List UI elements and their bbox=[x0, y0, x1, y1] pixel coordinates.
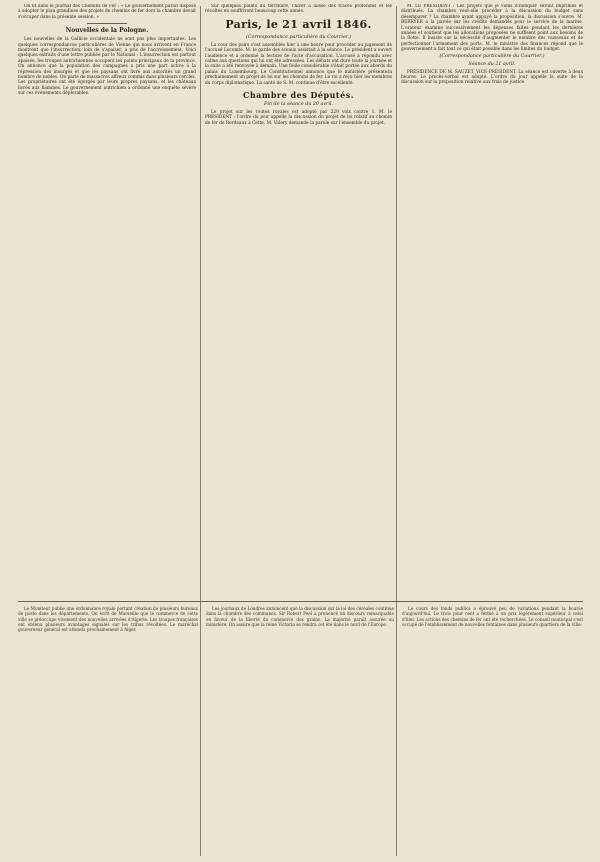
seance-subheading: Séance du 21 avril. bbox=[468, 61, 516, 67]
footer-text: Le Moniteur publie une ordonnance royale portant création de plusieurs bureaux de poste dans les départements. On écrit de Marseille que le commerce de cette ville se préoccupe vivement des nouvelles arrivées d'Algérie. Les troupes françaises ont obtenu plusieurs avantages signalés sur les tribus révoltées. Le maréchal gouverneur général est attendu prochainement à Alger. bbox=[18, 606, 198, 633]
article-body: La cour des pairs s'est assemblée hier à une heure pour procéder au jugement de l'accusé Lecomte. M. le garde des sceaux assistait à la séance. Le président a ouvert l'audience et a ordonné la lecture de l'acte d'accusation. L'accusé a répondu avec calme aux questions qui lui ont été adressées. Les débats ont duré toute la journée et la suite a été renvoyée à demain. Une foule considérable s'était portée aux abords du palais du Luxembourg. Le Constitutionnel annonce que le ministère présentera prochainement un projet de loi sur les chemins de fer. Le roi a reçu hier les membres du corps diplomatique. La santé de S. M. continue d'être excellente. bbox=[205, 42, 392, 86]
section-heading-chambre: Chambre des Députés. bbox=[243, 90, 354, 101]
article-body: PRÉSIDENCE DE M. SAUZET, VICE-PRÉSIDENT. La séance est ouverte à deux heures. Le procès-verbal est adopté. L'ordre du jour appelle la suite de la discussion sur la proposition relative aux frais de justice. bbox=[401, 69, 583, 86]
correspondance-note: (Correspondance particulière du Courrier.) bbox=[439, 53, 545, 59]
footer-text: Les journaux de Londres annoncent que la discussion sur la loi des céréales continue dans la chambre des communes. Sir Robert Peel a prononcé un discours remarquable en faveur de la liberté du commerce des grains. La majorité paraît assurée au ministère. On assure que la reine Victoria se rendra cet été dans le nord de l'Europe. bbox=[206, 606, 394, 627]
footer-column-middle bbox=[206, 606, 394, 858]
footer-column-right bbox=[402, 606, 583, 858]
article-body: Les nouvelles de la Gallicie occidentale ne sont pas plus importantes. Les quelques correspondances particulières de Vienne qui nous arrivent en France montrent que l'insurrection, loin de s'apaiser, a pris de l'accroissement. Voici quelques extraits d'une lettre publiée par le National : L'insurrection est partout apaisée, les troupes autrichiennes occupent les points principaux de la province. On annonce que la population des campagnes a pris une part active à la répression des insurgés et que les paysans ont livré aux autorités un grand nombre de nobles. On parle de massacres affreux commis dans plusieurs cercles. Les propriétaires ont été égorgés par leurs propres paysans, et les châteaux livrés aux flammes. Le gouvernement autrichien a ordonné une enquête sévère sur ces événements déplorables. bbox=[18, 37, 196, 97]
footer-text: Le cours des fonds publics a éprouvé peu de variations pendant la bourse d'aujourd'hui. Le trois pour cent a fermé à un prix légèrement supérieur à celui d'hier. Les actions des chemins de fer ont été recherchées. Le conseil municipal s'est occupé de l'établissement de nouvelles fontaines dans plusieurs quartiers de la ville. bbox=[402, 606, 583, 627]
feuilleton-section bbox=[18, 606, 583, 858]
lead-paragraph: Sur quelques points du territoire, l'hiver a laissé des traces profondes et les récoltes en souffriront beaucoup cette année. bbox=[205, 4, 392, 15]
intro-paragraph: On lit dans le Journal des Chemins de Fer : « Le gouvernement paraît disposé à adopter le plan grandiose des projets de chemins de fer dont la chambre devait s'occuper dans la présente session. » bbox=[18, 4, 196, 20]
seance-subheading: Fin de la séance du 20 avril. bbox=[264, 102, 333, 108]
article-body: Le projet sur les routes royales est adopté par 229 voix contre 1. M. le PRÉSIDENT : l'ordre du jour appelle la discussion du projet de loi relatif au chemin de fer de Bordeaux à Cette. M. Valery demande la parole sur l'ensemble du projet. bbox=[205, 110, 392, 126]
footer-column-left bbox=[18, 606, 198, 858]
separator bbox=[87, 23, 127, 24]
section-heading-poland: Nouvelles de la Pologne. bbox=[65, 27, 149, 35]
horizontal-rule bbox=[18, 601, 583, 602]
correspondance-note: (Correspondance particulière du Courrier.) bbox=[246, 34, 351, 40]
article-body: M. LE PRÉSIDENT : Les projets que je viens d'indiquer seront imprimés et distribués. La chambre veut-elle procéder à la discussion du budget sans désemparer ? La chambre ayant appuyé la proposition, la discussion s'ouvre. M. BERRYER a la parole sur les crédits demandés pour le service de la marine. L'orateur examine successivement les dépenses faites pendant les dernières années et soutient que les allocations proposées ne suffisent point aux besoins de la flotte. Il insiste sur la nécessité d'augmenter le nombre des vaisseaux et de perfectionner l'armement des ports. M. le ministre des finances répond que le gouvernement a fait tout ce qui était possible dans les limites du budget. bbox=[401, 4, 583, 53]
dateline: Paris, le 21 avril 1846. bbox=[225, 17, 372, 31]
